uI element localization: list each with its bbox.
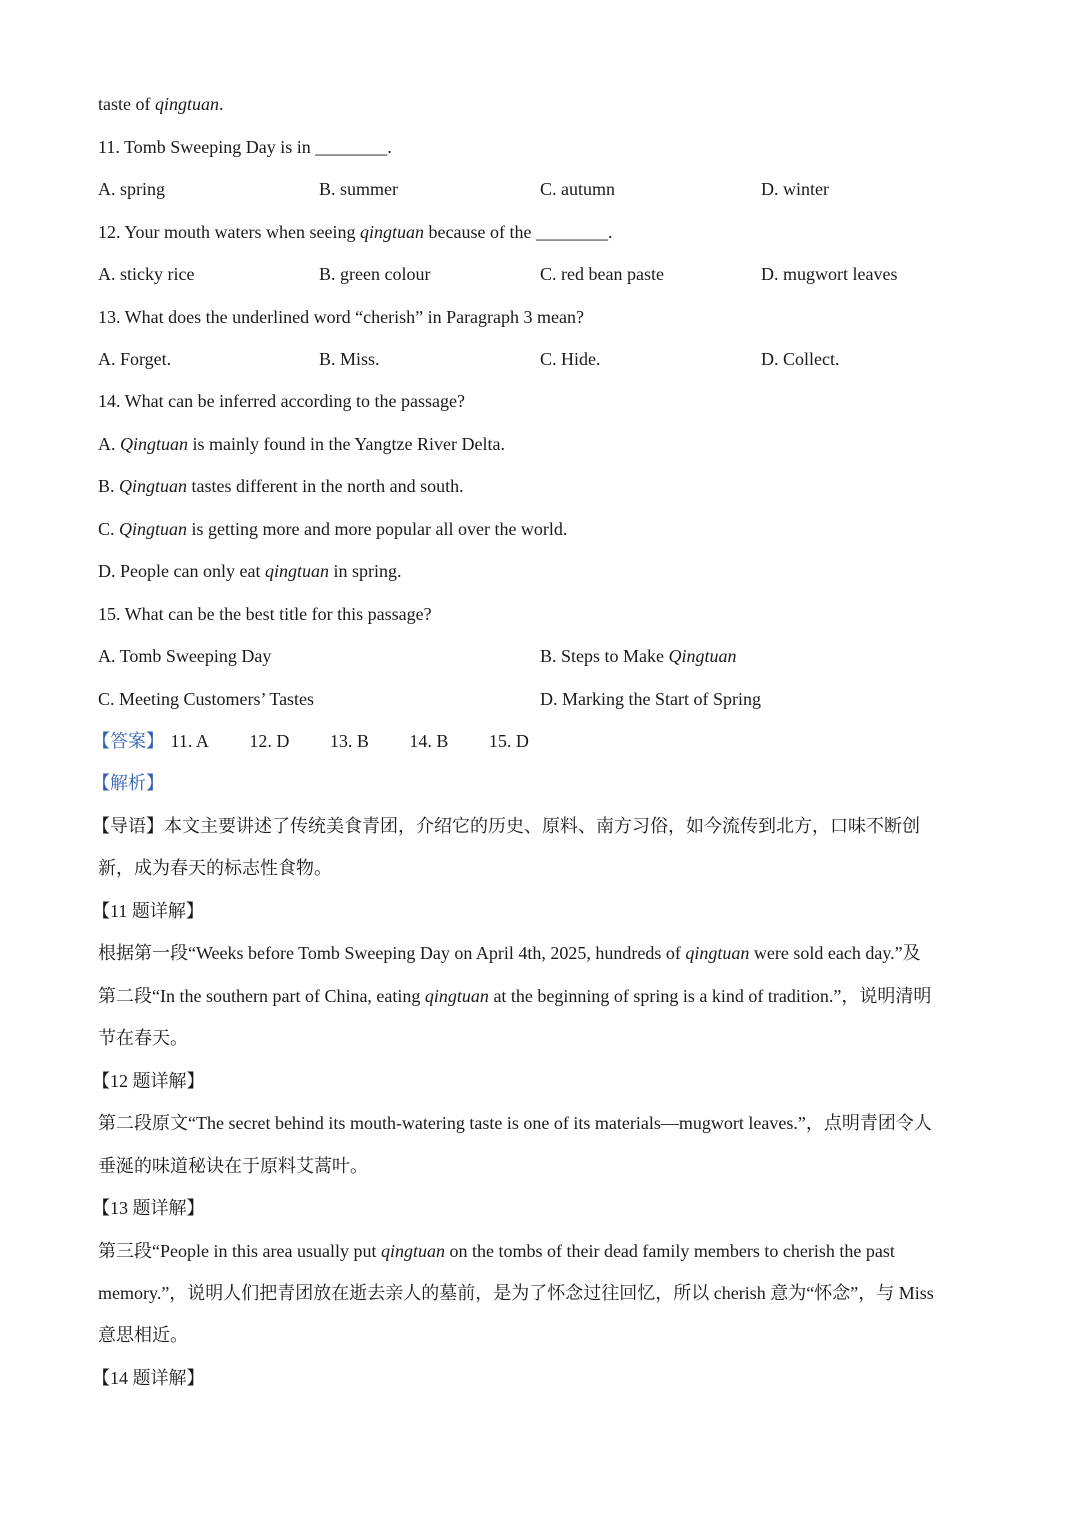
detail-13-line-2: memory.”，说明人们把青团放在逝去亲人的墓前，是为了怀念过往回忆，所以 cherish 意为“怀念”，与 Miss — [98, 1283, 934, 1303]
answer-item: 14. B — [409, 731, 449, 751]
text: 第三段“People in this area usually put — [98, 1241, 381, 1261]
guide-line-2: 新，成为春天的标志性食物。 — [98, 858, 332, 878]
q15-option-d: D. Marking the Start of Spring — [540, 689, 761, 709]
text: 第二段“In the southern part of China, eating — [98, 986, 425, 1006]
text: were sold each day.”及 — [749, 943, 921, 963]
question-13-stem: 13. What does the underlined word “cherish” in Paragraph 3 mean? — [98, 307, 584, 327]
italic-term: qingtuan — [359, 222, 424, 242]
text: taste of — [98, 94, 155, 114]
italic-term: Qingtuan — [120, 434, 189, 454]
italic-term: Qingtuan — [119, 519, 188, 539]
italic-term: qingtuan — [685, 943, 750, 963]
detail-11-title: 【11 题详解】 — [92, 901, 204, 921]
question-15-stem: 15. What can be the best title for this passage? — [98, 604, 432, 624]
detail-12-title: 【12 题详解】 — [92, 1071, 205, 1091]
detail-13-line-3: 意思相近。 — [98, 1325, 188, 1345]
text: because of the ________. — [424, 222, 613, 242]
detail-11-line-3: 节在春天。 — [98, 1028, 188, 1048]
passage-continuation — [98, 92, 224, 116]
q13-option-b: B. Miss. — [319, 349, 380, 369]
detail-11-line-1 — [98, 941, 921, 965]
text: at the beginning of spring is a kind of tradition.”，说明清明 — [488, 986, 932, 1006]
q11-option-c: C. autumn — [540, 179, 615, 199]
italic-term: qingtuan — [154, 94, 219, 114]
answer-key — [92, 729, 529, 753]
italic-term: Qingtuan — [668, 646, 737, 666]
detail-13-title: 【13 题详解】 — [92, 1198, 205, 1218]
q12-option-a: A. sticky rice — [98, 264, 195, 284]
text: in spring. — [328, 561, 402, 581]
q14-option-c — [98, 517, 567, 541]
detail-12-line-1: 第二段原文“The secret behind its mouth-watering taste is one of its materials—mugwort leaves.”，点明青团令人 — [98, 1113, 932, 1133]
q14-option-b — [98, 474, 464, 498]
q14-option-d — [98, 559, 401, 583]
answer-item: 15. D — [488, 731, 529, 751]
italic-term: qingtuan — [424, 986, 489, 1006]
q11-option-d: D. winter — [761, 179, 829, 199]
detail-12-line-2: 垂涎的味道秘诀在于原料艾蒿叶。 — [98, 1156, 368, 1176]
q15-option-b — [540, 644, 737, 668]
text: is getting more and more popular all over the world. — [187, 519, 568, 539]
text: 根据第一段“Weeks before Tomb Sweeping Day on April 4th, 2025, hundreds of — [98, 943, 686, 963]
answer-item: 12. D — [249, 731, 290, 751]
italic-term: qingtuan — [264, 561, 329, 581]
answer-item: 11. A — [170, 731, 209, 751]
answer-item: 13. B — [329, 731, 369, 751]
question-14-stem: 14. What can be inferred according to the passage? — [98, 391, 466, 411]
text: . — [219, 94, 224, 114]
text: 12. Your mouth waters when seeing — [98, 222, 360, 242]
text: A. — [98, 434, 120, 454]
q13-option-a: A. Forget. — [98, 349, 172, 369]
q15-option-a: A. Tomb Sweeping Day — [98, 646, 272, 666]
q13-option-c: C. Hide. — [540, 349, 601, 369]
text: is mainly found in the Yangtze River Delta. — [188, 434, 505, 454]
text: B. Steps to Make — [540, 646, 669, 666]
q12-option-d: D. mugwort leaves — [761, 264, 898, 284]
question-12-stem — [98, 220, 612, 244]
q11-option-a: A. spring — [98, 179, 165, 199]
q12-option-b: B. green colour — [319, 264, 431, 284]
q14-option-a — [98, 432, 505, 456]
guide-line-1: 【导语】本文主要讲述了传统美食青团，介绍它的历史、原料、南方习俗，如今流传到北方，口味不断创 — [92, 816, 920, 836]
detail-13-line-1 — [98, 1239, 895, 1263]
detail-11-line-2 — [98, 984, 931, 1008]
text: on the tombs of their dead family members to cherish the past — [444, 1241, 895, 1261]
italic-term: Qingtuan — [119, 476, 188, 496]
analysis-label: 【解析】 — [92, 773, 164, 793]
q11-option-b: B. summer — [319, 179, 398, 199]
q13-option-d: D. Collect. — [761, 349, 840, 369]
q12-option-c: C. red bean paste — [540, 264, 664, 284]
text: tastes different in the north and south. — [187, 476, 464, 496]
text: B. — [98, 476, 120, 496]
q15-option-c: C. Meeting Customers’ Tastes — [98, 689, 315, 709]
italic-term: qingtuan — [380, 1241, 445, 1261]
text: C. — [98, 519, 120, 539]
answer-label: 【答案】 — [92, 731, 164, 751]
question-11-stem: 11. Tomb Sweeping Day is in ________. — [98, 137, 392, 157]
detail-14-title: 【14 题详解】 — [92, 1368, 205, 1388]
text: D. People can only eat — [98, 561, 265, 581]
